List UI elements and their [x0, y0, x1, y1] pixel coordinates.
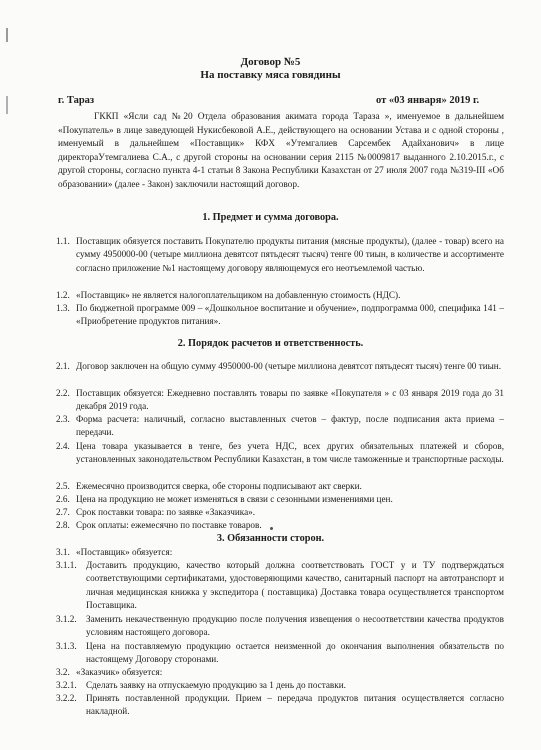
clause-text: Принять поставленной продукции. Прием – передача продуктов питания осуществляется согласно накладной.: [86, 693, 504, 717]
clause-3-1-3: [56, 640, 504, 667]
clause-text: Договор заключен на общую сумму 4950000-00 (четыре миллиона девятсот пятьдесят тысяч) тенге 00 тиын.: [76, 361, 502, 371]
section-3-heading: 3. Обязанности сторон.: [216, 533, 325, 544]
contract-preamble: ГККП «Ясли сад №20 Отдела образования акимата города Тараза », именуемое в дальнейшем «Покупатель» в лице заведующей Нукисбековой А.Е., действующего на основании Устава и с одной стороны , именуемый в дальнейшем «Поставщик» КФХ «Утемгалиев Сарсембек Адайханович» в лице директораУтемгалиева С.А., с другой стороны на основании серия 2115 №0009817 выданного 2.10.2015.г., с другой стороны, согласно пункта 4-1 статьи 8 Закона Республики Казахстан от 27 июля 2007 года №319-III «Об образовании» (далее - Закон) заключили настоящий договор.: [58, 112, 504, 190]
clause-text: «Поставщик» не является налогоплательщиком на добавленную стоимость (НДС).: [76, 290, 401, 300]
clause-text: «Поставщик» обязуется:: [76, 547, 173, 557]
clause-text: Поставщик обязуется: Ежедневно поставлять товары по заявке «Покупателя » с 03 января 2019 года до 31 декабря 2019 года.: [76, 388, 504, 412]
clause-2-2: [56, 387, 504, 414]
clause-number: 2.2.: [56, 388, 70, 398]
clause-text: Заменить некачественную продукцию после получения извещения о несоответствии качества продуктов условиям настоящего договора.: [86, 614, 504, 638]
section-2-heading: 2. Порядок расчетов и ответственность.: [177, 338, 364, 349]
clause-3-2-2: [56, 692, 504, 719]
clause-2-3: [56, 413, 504, 440]
clause-number: 1.1.: [56, 236, 70, 246]
clause-3-1-1: [56, 559, 504, 612]
clause-number: 3.2.: [56, 667, 70, 677]
clause-text: Форма расчета: наличный, согласно выставленных счетов – фактур, после подписания акта приема – передачи.: [76, 414, 504, 438]
margin-mark: [6, 28, 8, 42]
clause-text: Цена товара указывается в тенге, без учета НДС, всех других обязательных платежей и сборов, установленных законодательством Республики Казахстан, в том числе таможенные и транспортные расходы.: [76, 441, 504, 465]
clause-text: «Заказчик» обязуется:: [76, 667, 163, 677]
clause-number: 3.1.1.: [56, 560, 77, 570]
clause-number: 1.2.: [56, 290, 70, 300]
clause-number: 2.1.: [56, 361, 70, 371]
clause-1-2: [56, 289, 504, 302]
clause-2-4: [56, 440, 504, 467]
clause-text: Цена на продукцию не может изменяться в связи с сезонными изменениями цен.: [76, 494, 393, 504]
clause-number: 2.8.: [56, 520, 70, 530]
clause-3-2-1: [56, 679, 504, 692]
contract-city: г. Тараз: [58, 95, 95, 106]
margin-mark: [6, 96, 8, 114]
clause-number: 2.6.: [56, 494, 70, 504]
clause-2-5: [56, 480, 504, 493]
clause-text: Доставить продукцию, качество который должна соответствовать ГОСТ у и ТУ подтверждаться соответствующими сертификатами, удостоверяющими качество, санитарный паспорт на автотранспорт и личная медицинская книжка у экспедитора ( поставщика) Доставка товара осуществляется транспортом Поставщика.: [86, 560, 504, 610]
ink-speck: [270, 527, 273, 530]
clause-number: 2.7.: [56, 507, 70, 517]
clause-3-2: [56, 666, 504, 679]
clause-text: Ежемесячно производится сверка, обе стороны подписывают акт сверки.: [76, 481, 362, 491]
clause-text: Сделать заявку на отпускаемую продукцию за 1 день до поставки.: [86, 680, 346, 690]
clause-2-8: [56, 519, 504, 532]
clause-number: 2.5.: [56, 481, 70, 491]
clause-3-1-2: [56, 613, 504, 640]
clause-text: Поставщик обязуется поставить Покупателю продукты питания (мясные продукты), (далее - товар) всего на сумму 4950000-00 (четыре миллиона девятсот пятьдесят тысяч) тенге 00 тиын, в количестве и ассортименте согласно приложение №1 настоящему договору являющемуся его неотъемлемой частью.: [76, 236, 504, 273]
clause-1-3: [56, 302, 504, 329]
clause-number: 3.1.2.: [56, 614, 77, 624]
clause-text: Срок оплаты: ежемесячно по поставке товаров.: [76, 520, 262, 530]
clause-number: 3.2.2.: [56, 693, 77, 703]
clause-text: Цена на поставляемую продукцию остается неизменной до окончания выполнения обязательств по настоящему Договору сторонами.: [86, 641, 504, 665]
clause-number: 2.4.: [56, 441, 70, 451]
clause-number: 3.1.3.: [56, 641, 77, 651]
section-1-heading: 1. Предмет и сумма договора.: [202, 212, 339, 223]
clause-number: 3.1.: [56, 547, 70, 557]
clause-2-1: [56, 360, 504, 373]
clause-1-1: [56, 235, 504, 275]
clause-text: По бюджетной программе 009 – «Дошкольное воспитание и обучение», подпрограмма 000, специфика 141 – «Приобретение продуктов питания».: [76, 303, 504, 327]
contract-title: Договор №5: [240, 56, 301, 68]
clause-2-7: [56, 506, 504, 519]
clause-number: 1.3.: [56, 303, 70, 313]
contract-date: от «03 января» 2019 г.: [376, 95, 480, 106]
clause-number: 3.2.1.: [56, 680, 77, 690]
contract-subtitle: На поставку мяса говядины: [200, 69, 341, 81]
clause-2-6: [56, 493, 504, 506]
clause-number: 2.3.: [56, 414, 70, 424]
clause-3-1: [56, 546, 504, 559]
clause-text: Срок поставки товара: по заявке «Заказчика».: [76, 507, 256, 517]
